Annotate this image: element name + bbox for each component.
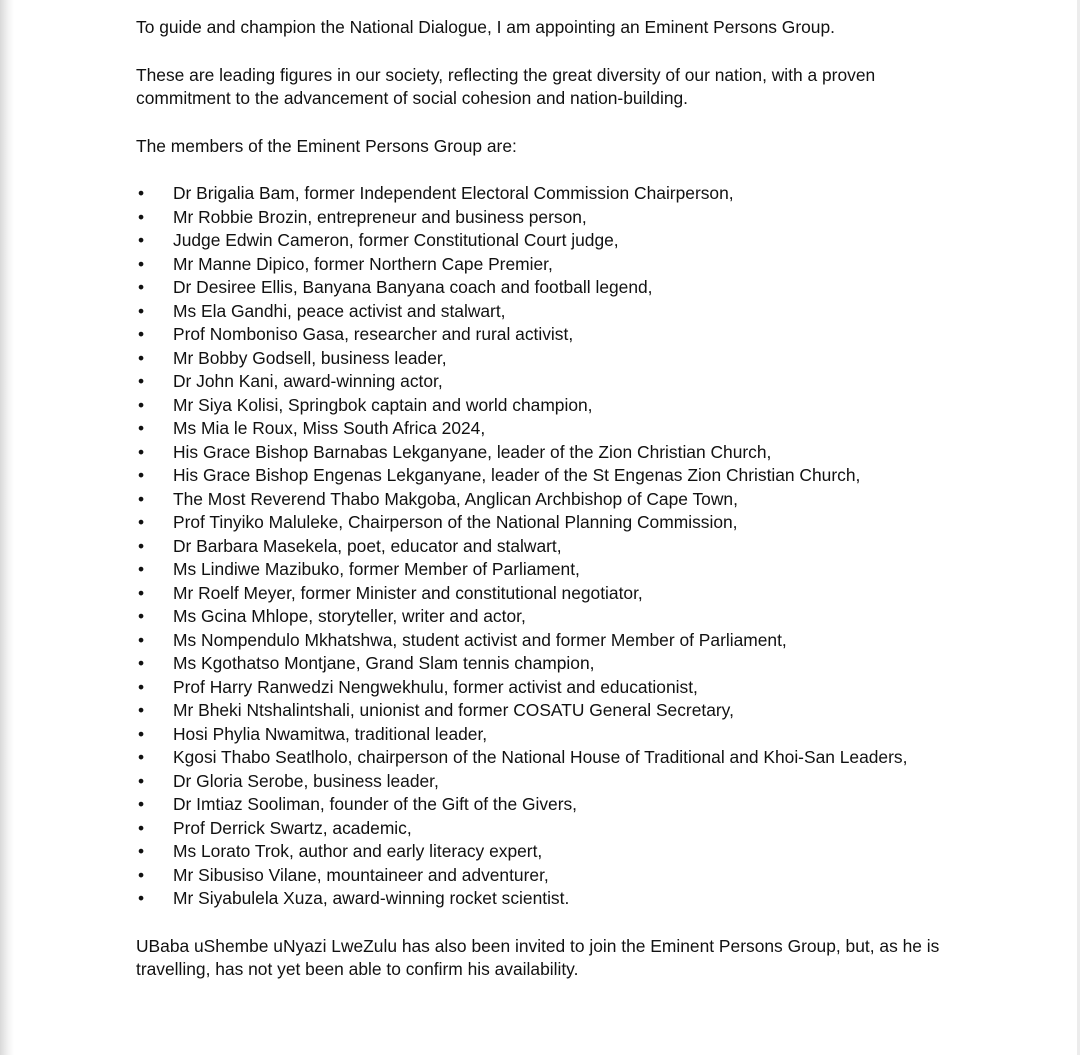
intro-paragraph: To guide and champion the National Dialogue, I am appointing an Eminent Persons Group.: [136, 17, 835, 37]
member-list-item: [136, 323, 956, 347]
leading-figures-paragraph: These are leading figures in our society, reflecting the great diversity of our nation, with a proven commitment to the advancement of social cohesion and nation-building.: [136, 64, 876, 108]
member-text: Dr Imtiaz Sooliman, founder of the Gift of the Givers,: [173, 794, 578, 814]
member-list-item: [136, 394, 956, 418]
member-text: Hosi Phylia Nwamitwa, traditional leader,: [173, 723, 488, 744]
member-text: Prof Nomboniso Gasa, researcher and rural activist,: [173, 324, 574, 344]
member-list-item: [136, 723, 956, 747]
member-text: Mr Siya Kolisi, Springbok captain and world champion,: [173, 394, 593, 415]
bullet-icon: •: [138, 676, 145, 697]
member-list-item: [136, 699, 956, 723]
bullet-icon: •: [138, 300, 145, 321]
member-text: Mr Roelf Meyer, former Minister and constitutional negotiator,: [173, 582, 643, 603]
member-list-item: [136, 793, 956, 817]
member-text: Dr Gloria Serobe, business leader,: [173, 770, 439, 791]
bullet-icon: •: [138, 324, 145, 344]
bullet-icon: •: [138, 723, 145, 744]
member-text: Mr Siyabulela Xuza, award-winning rocket scientist.: [173, 888, 570, 908]
closing-paragraph: UBaba uShembe uNyazi LweZulu has also been invited to join the Eminent Persons Group, but, as he is travelling, has not yet been able to confirm his availability.: [136, 935, 940, 979]
bullet-icon: •: [138, 864, 145, 885]
member-text: Dr Brigalia Bam, former Independent Electoral Commission Chairperson,: [173, 183, 734, 203]
member-text: Prof Derrick Swartz, academic,: [173, 817, 412, 838]
member-list-item: [136, 676, 956, 700]
member-list-item: [136, 629, 956, 653]
member-list-item: [136, 511, 956, 535]
members-list: [136, 182, 956, 911]
member-list-item: [136, 276, 956, 300]
member-list-item: [136, 182, 956, 206]
bullet-icon: •: [138, 277, 145, 297]
member-list-item: [136, 488, 956, 512]
member-list-item: [136, 441, 956, 465]
member-text: Judge Edwin Cameron, former Constitutional Court judge,: [173, 230, 619, 250]
bullet-icon: •: [138, 465, 145, 485]
bullet-icon: •: [138, 183, 145, 203]
bullet-icon: •: [138, 606, 145, 626]
member-text: Ms Lindiwe Mazibuko, former Member of Parliament,: [173, 559, 580, 579]
member-text: Ms Ela Gandhi, peace activist and stalwart,: [173, 300, 506, 321]
bullet-icon: •: [138, 770, 145, 791]
members-intro-paragraph: The members of the Eminent Persons Group are:: [136, 135, 517, 156]
member-text: Prof Tinyiko Maluleke, Chairperson of the National Planning Commission,: [173, 512, 738, 532]
member-text: Mr Robbie Brozin, entrepreneur and business person,: [173, 206, 587, 227]
bullet-icon: •: [138, 841, 145, 861]
member-text: His Grace Bishop Barnabas Lekganyane, leader of the Zion Christian Church,: [173, 441, 772, 462]
page-left-shadow: [0, 0, 14, 1055]
member-list-item: [136, 817, 956, 841]
bullet-icon: •: [138, 817, 145, 838]
member-list-item: [136, 347, 956, 371]
member-list-item: [136, 300, 956, 324]
member-text: Ms Nompendulo Mkhatshwa, student activist and former Member of Parliament,: [173, 629, 787, 650]
bullet-icon: •: [138, 559, 145, 579]
member-list-item: [136, 582, 956, 606]
member-list-item: [136, 464, 956, 488]
member-list-item: [136, 229, 956, 253]
member-text: Ms Mia le Roux, Miss South Africa 2024,: [173, 418, 486, 438]
member-text: The Most Reverend Thabo Makgoba, Anglican Archbishop of Cape Town,: [173, 488, 738, 509]
bullet-icon: •: [138, 418, 145, 438]
member-list-item: [136, 535, 956, 559]
bullet-icon: •: [138, 371, 145, 391]
bullet-icon: •: [138, 230, 145, 250]
bullet-icon: •: [138, 653, 145, 673]
member-list-item: [136, 864, 956, 888]
member-text: Prof Harry Ranwedzi Nengwekhulu, former activist and educationist,: [173, 676, 698, 697]
bullet-icon: •: [138, 488, 145, 509]
member-text: Mr Manne Dipico, former Northern Cape Premier,: [173, 253, 553, 274]
member-text: Dr Barbara Masekela, poet, educator and stalwart,: [173, 535, 562, 556]
document-body: [136, 16, 956, 982]
member-text: Mr Sibusiso Vilane, mountaineer and adventurer,: [173, 864, 549, 885]
bullet-icon: •: [138, 629, 145, 650]
member-text: His Grace Bishop Engenas Lekganyane, leader of the St Engenas Zion Christian Church,: [173, 465, 861, 485]
member-text: Ms Lorato Trok, author and early literacy expert,: [173, 841, 543, 861]
member-list-item: [136, 417, 956, 441]
bullet-icon: •: [138, 206, 145, 227]
member-list-item: [136, 652, 956, 676]
member-text: Dr Desiree Ellis, Banyana Banyana coach and football legend,: [173, 277, 653, 297]
member-text: Ms Kgothatso Montjane, Grand Slam tennis champion,: [173, 653, 595, 673]
member-list-item: [136, 253, 956, 277]
member-text: Mr Bheki Ntshalintshali, unionist and former COSATU General Secretary,: [173, 700, 734, 720]
bullet-icon: •: [138, 700, 145, 720]
member-text: Kgosi Thabo Seatlholo, chairperson of the National House of Traditional and Khoi-San Leaders,: [173, 747, 908, 767]
member-list-item: [136, 370, 956, 394]
bullet-icon: •: [138, 582, 145, 603]
member-list-item: [136, 206, 956, 230]
member-list-item: [136, 746, 956, 770]
member-text: Mr Bobby Godsell, business leader,: [173, 347, 447, 368]
bullet-icon: •: [138, 441, 145, 462]
bullet-icon: •: [138, 794, 145, 814]
bullet-icon: •: [138, 394, 145, 415]
member-text: Dr John Kani, award-winning actor,: [173, 371, 443, 391]
member-list-item: [136, 558, 956, 582]
member-list-item: [136, 887, 956, 911]
member-text: Ms Gcina Mhlope, storyteller, writer and actor,: [173, 606, 526, 626]
bullet-icon: •: [138, 888, 145, 908]
bullet-icon: •: [138, 253, 145, 274]
bullet-icon: •: [138, 347, 145, 368]
member-list-item: [136, 605, 956, 629]
bullet-icon: •: [138, 747, 145, 767]
bullet-icon: •: [138, 535, 145, 556]
member-list-item: [136, 840, 956, 864]
bullet-icon: •: [138, 512, 145, 532]
member-list-item: [136, 770, 956, 794]
